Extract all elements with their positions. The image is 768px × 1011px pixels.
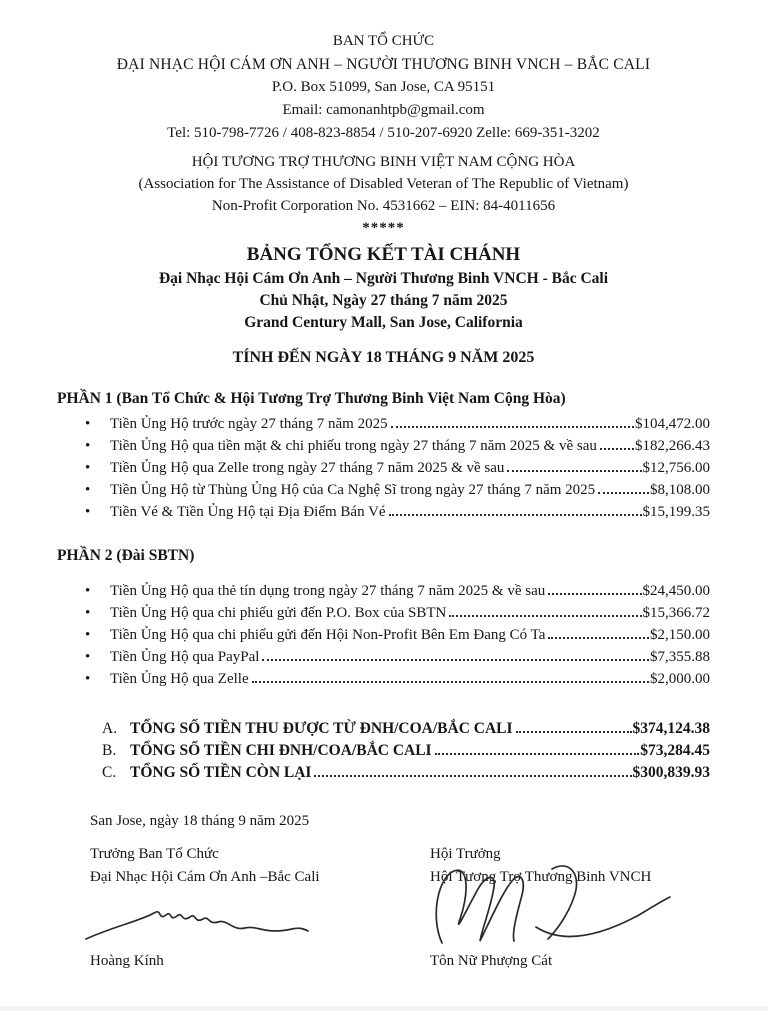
bullet-icon: • [85, 627, 91, 643]
signoff-section [57, 810, 710, 971]
bullet-icon: • [85, 605, 91, 621]
total-amount: $300,839.93 [632, 764, 710, 781]
total-letter: B. [102, 742, 117, 759]
right-signer-name: Tôn Nữ Phượng Cát [430, 953, 553, 969]
line-item-label: Tiền Ủng Hộ trước ngày 27 tháng 7 năm 2025 [110, 416, 388, 432]
left-role-org: Đại Nhạc Hội Cám Ơn Anh –Bắc Cali [90, 869, 320, 885]
email-line: Email: camonanhtpb@gmail.com [282, 102, 485, 118]
total-label: TỔNG SỐ TIỀN CÒN LẠI [130, 764, 312, 781]
line-item-amount: $15,366.72 [642, 605, 710, 621]
section-1 [57, 388, 710, 523]
bullet-icon: • [85, 671, 91, 687]
dot-leader [391, 426, 634, 428]
totals-section [57, 718, 710, 784]
stars-separator: ***** [362, 220, 405, 236]
line-item [57, 457, 710, 479]
left-signature-area [90, 889, 430, 951]
line-item-label: Tiền Ủng Hộ qua Zelle [110, 671, 249, 687]
line-item [57, 668, 710, 690]
line-item-label: Tiền Vé & Tiền Ủng Hộ tại Địa Điểm Bán Vé [110, 504, 386, 520]
association-header [57, 151, 710, 239]
line-item [57, 435, 710, 457]
signature-right-column [430, 843, 710, 971]
report-title: BẢNG TỔNG KẾT TÀI CHÁNH [246, 244, 521, 265]
line-item-amount: $2,150.00 [650, 627, 710, 643]
nonprofit-ein-line: Non-Profit Corporation No. 4531662 – EIN: 84-4011656 [211, 198, 556, 214]
tel-zelle-line: Tel: 510-798-7726 / 408-823-8854 / 510-207-6920 Zelle: 669-351-3202 [167, 125, 600, 141]
line-item-amount: $15,199.35 [642, 504, 710, 520]
line-item-amount: $24,450.00 [642, 583, 710, 599]
line-item-amount: $12,756.00 [642, 460, 710, 476]
total-label: TỔNG SỐ TIỀN CHI ĐNH/COA/BẮC CALI [130, 742, 432, 759]
total-row-c [57, 762, 710, 784]
dot-leader [252, 681, 649, 683]
section-1-heading: PHẦN 1 (Ban Tổ Chức & Hội Tương Trợ Thương Binh Việt Nam Cộng Hòa) [57, 390, 566, 407]
dot-leader [314, 775, 631, 777]
bullet-icon: • [85, 416, 91, 432]
event-venue: Grand Century Mall, San Jose, California [244, 314, 523, 331]
place-date: San Jose, ngày 18 tháng 9 năm 2025 [90, 813, 310, 829]
association-name-english: (Association for The Assistance of Disabled Veteran of The Republic of Vietnam) [138, 176, 629, 192]
dot-leader [449, 615, 641, 617]
line-item [57, 602, 710, 624]
event-name: Đại Nhạc Hội Cám Ơn Anh – Người Thương Binh VNCH - Bắc Cali [158, 270, 609, 287]
line-item-amount: $104,472.00 [635, 416, 710, 432]
organizer-header [57, 30, 710, 145]
bullet-icon: • [85, 649, 91, 665]
total-amount: $374,124.38 [632, 720, 710, 737]
line-item-label: Tiền Ủng Hộ qua chi phiếu gửi đến P.O. Box của SBTN [110, 605, 447, 621]
line-item [57, 624, 710, 646]
dot-leader [507, 470, 641, 472]
dot-leader [598, 492, 649, 494]
line-item [57, 580, 710, 602]
report-title-block [57, 241, 710, 370]
line-item-label: Tiền Ủng Hộ qua chi phiếu gửi đến Hội Non-Profit Bên Em Đang Có Ta [110, 627, 546, 643]
organizer-title: BAN TỔ CHỨC [332, 33, 435, 49]
total-row-a [57, 718, 710, 740]
line-item [57, 501, 710, 523]
section-2-items [57, 580, 710, 690]
left-signer-name: Hoàng Kính [90, 953, 164, 969]
as-of-date: TÍNH ĐẾN NGÀY 18 THÁNG 9 NĂM 2025 [232, 349, 535, 366]
signature-columns [90, 843, 710, 971]
right-role-org: Hội Tương Trợ Thương Binh VNCH [430, 869, 652, 885]
right-role-title: Hội Trưởng [430, 846, 501, 862]
dot-leader [548, 637, 649, 639]
line-item-amount: $182,266.43 [635, 438, 710, 454]
total-amount: $73,284.45 [640, 742, 710, 759]
line-item-label: Tiền Ủng Hộ qua tiền mặt & chi phiếu trong ngày 27 tháng 7 năm 2025 & về sau [110, 438, 597, 454]
signature-left-icon [82, 891, 312, 951]
line-item-label: Tiền Ủng Hộ từ Thùng Ủng Hộ của Ca Nghệ Sĩ trong ngày 27 tháng 7 năm 2025 [110, 482, 596, 498]
left-role-title: Trưởng Ban Tổ Chức [90, 846, 219, 862]
association-name: HỘI TƯƠNG TRỢ THƯƠNG BINH VIỆT NAM CỘNG HÒA [191, 154, 576, 170]
line-item-amount: $8,108.00 [650, 482, 710, 498]
bullet-icon: • [85, 438, 91, 454]
page-bottom-edge [0, 1006, 768, 1011]
dot-leader [600, 448, 634, 450]
line-item-label: Tiền Ủng Hộ qua thẻ tín dụng trong ngày 27 tháng 7 năm 2025 & về sau [110, 583, 546, 599]
line-item-label: Tiền Ủng Hộ qua PayPal [110, 649, 260, 665]
total-row-b [57, 740, 710, 762]
line-item [57, 413, 710, 435]
event-date: Chủ Nhật, Ngày 27 tháng 7 năm 2025 [259, 292, 508, 309]
dot-leader [516, 731, 632, 733]
dot-leader [435, 753, 640, 755]
signature-left-column [90, 843, 430, 971]
dot-leader [262, 659, 649, 661]
line-item [57, 646, 710, 668]
line-item-amount: $7,355.88 [650, 649, 710, 665]
signature-right-icon [424, 857, 674, 952]
line-item-label: Tiền Ủng Hộ qua Zelle trong ngày 27 tháng 7 năm 2025 & về sau [110, 460, 505, 476]
organizer-name: ĐẠI NHẠC HỘI CÁM ƠN ANH – NGƯỜI THƯƠNG BINH VNCH – BẮC CALI [116, 56, 651, 73]
total-letter: A. [102, 720, 118, 737]
bullet-icon: • [85, 460, 91, 476]
line-item-amount: $2,000.00 [650, 671, 710, 687]
total-letter: C. [102, 764, 117, 781]
bullet-icon: • [85, 583, 91, 599]
right-signature-area [430, 889, 710, 951]
po-box-line: P.O. Box 51099, San Jose, CA 95151 [271, 79, 496, 95]
dot-leader [389, 514, 642, 516]
section-2 [57, 545, 710, 690]
section-2-heading: PHẦN 2 (Đài SBTN) [57, 547, 195, 564]
section-1-items [57, 413, 710, 523]
line-item [57, 479, 710, 501]
dot-leader [548, 593, 641, 595]
total-label: TỔNG SỐ TIỀN THU ĐƯỢC TỪ ĐNH/COA/BẮC CALI [130, 720, 513, 737]
bullet-icon: • [85, 482, 91, 498]
bullet-icon: • [85, 504, 91, 520]
